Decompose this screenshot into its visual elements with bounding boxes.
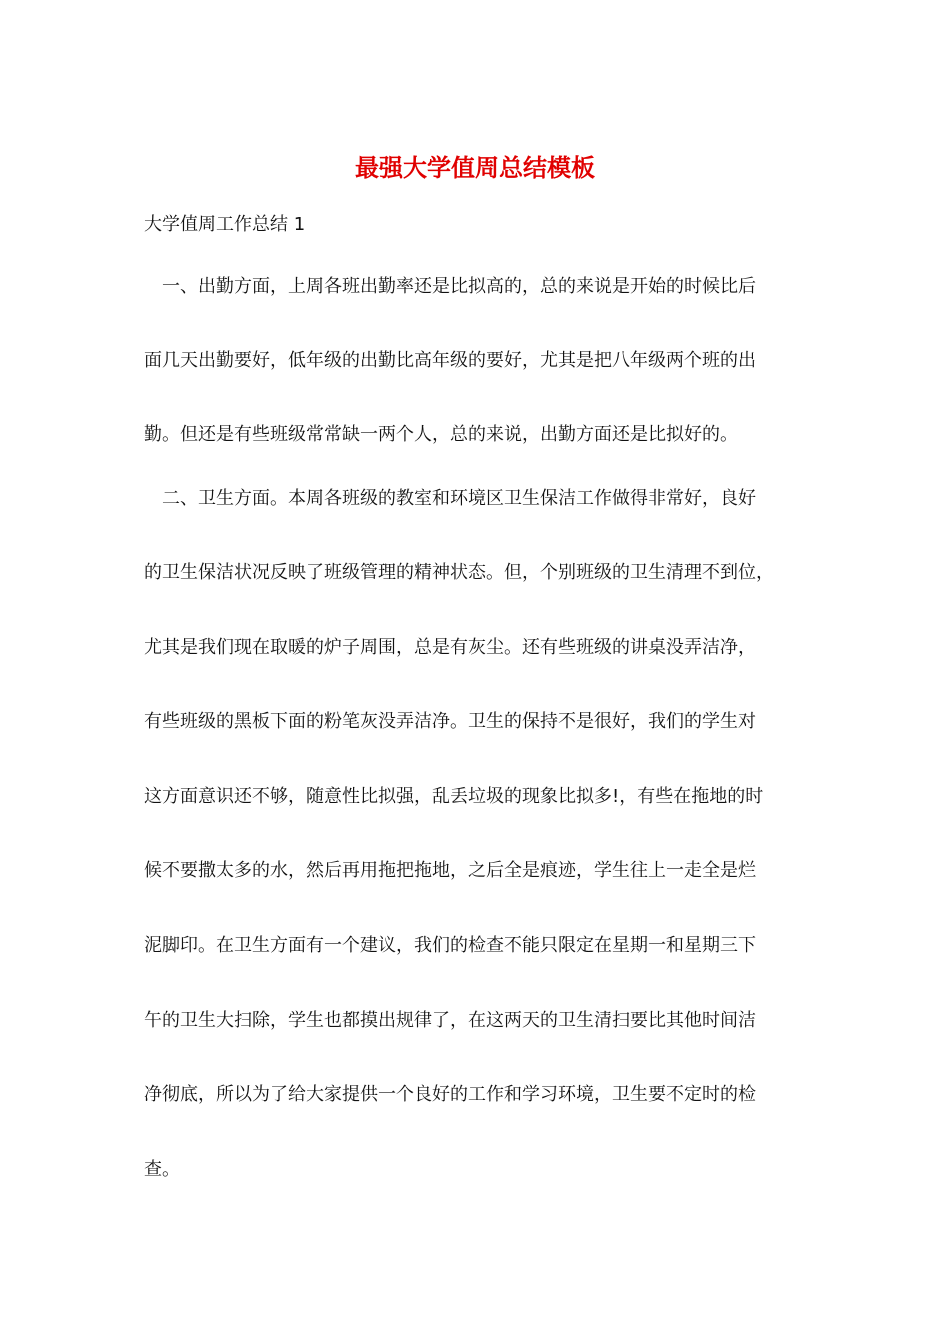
body-line-7: 有些班级的黑板下面的粉笔灰没弄洁净。卫生的保持不是很好，我们的学生对 bbox=[144, 711, 756, 732]
body-line-11: 午的卫生大扫除，学生也都摸出规律了，在这两天的卫生清扫要比其他时间洁 bbox=[144, 1010, 756, 1031]
body-line-1: 一、出勤方面，上周各班出勤率还是比拟高的，总的来说是开始的时候比后 bbox=[144, 276, 756, 297]
body-line-4: 二、卫生方面。本周各班级的教室和环境区卫生保洁工作做得非常好，良好 bbox=[144, 488, 756, 509]
body-line-12: 净彻底，所以为了给大家提供一个良好的工作和学习环境，卫生要不定时的检 bbox=[144, 1084, 756, 1105]
body-line-3: 勤。但还是有些班级常常缺一两个人，总的来说，出勤方面还是比拟好的。 bbox=[144, 424, 738, 445]
body-line-2: 面几天出勤要好，低年级的出勤比高年级的要好，尤其是把八年级两个班的出 bbox=[144, 350, 756, 371]
body-line-8: 这方面意识还不够，随意性比拟强，乱丢垃圾的现象比拟多!，有些在拖地的时 bbox=[144, 786, 764, 807]
section-heading: 大学值周工作总结 1 bbox=[144, 214, 306, 235]
body-line-9: 候不要撒太多的水，然后再用拖把拖地，之后全是痕迹，学生往上一走全是烂 bbox=[144, 860, 756, 881]
body-line-10: 泥脚印。在卫生方面有一个建议，我们的检查不能只限定在星期一和星期三下 bbox=[144, 935, 756, 956]
document-title: 最强大学值周总结模板 bbox=[355, 153, 595, 182]
body-line-13: 查。 bbox=[144, 1159, 180, 1180]
body-line-6: 尤其是我们现在取暖的炉子周围，总是有灰尘。还有些班级的讲桌没弄洁净， bbox=[144, 637, 756, 658]
body-line-5: 的卫生保洁状况反映了班级管理的精神状态。但，个别班级的卫生清理不到位， bbox=[144, 562, 774, 583]
